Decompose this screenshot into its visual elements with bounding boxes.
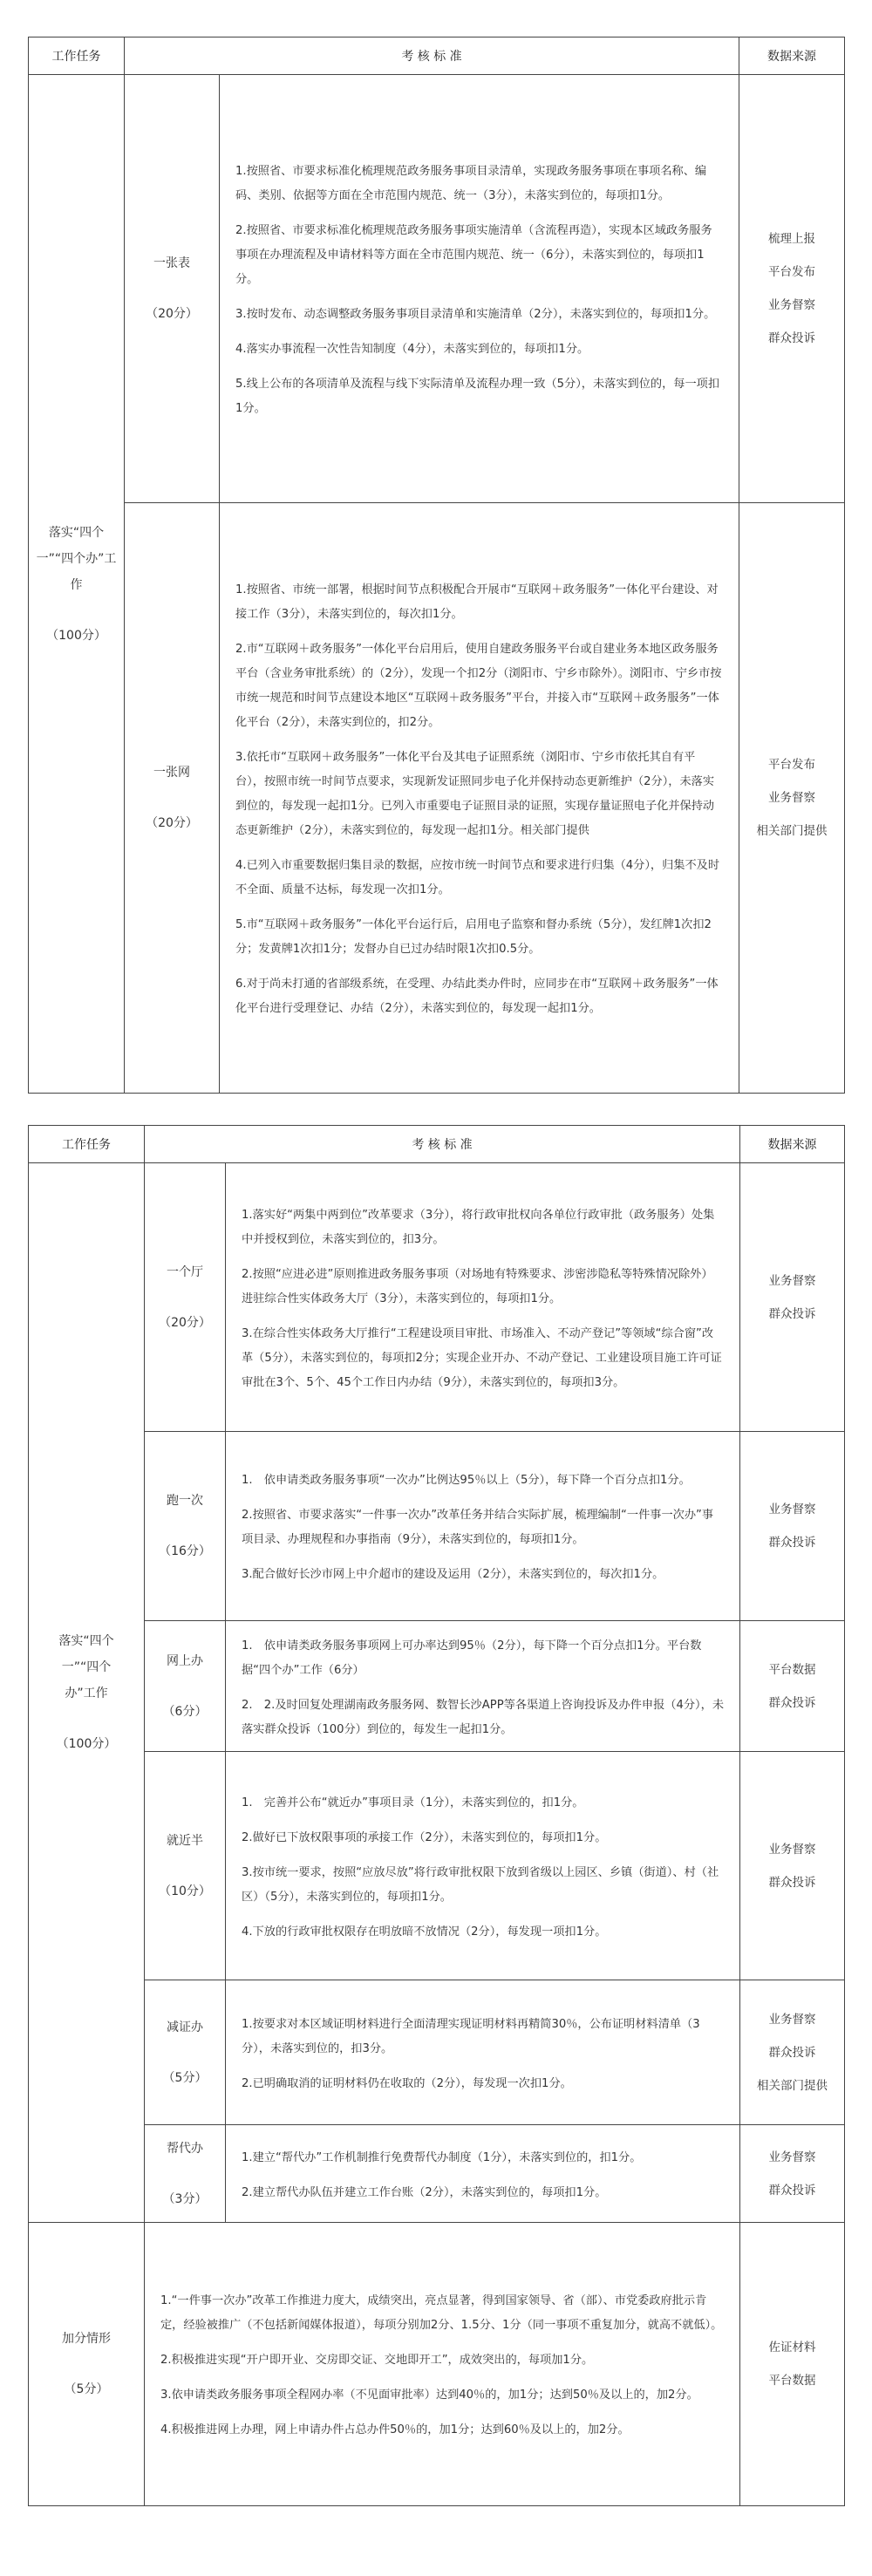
bonus-criteria-cell <box>145 2223 740 2506</box>
criteria-item: 1. 依申请类政务服务事项网上可办率达到95％（2分），每下降一个百分点扣1分。平台数据“四个办”工作（6分） <box>242 1639 702 1677</box>
criteria-cell <box>220 75 739 503</box>
group-cell-paoyici <box>145 1432 226 1621</box>
group-score: （20分） <box>146 307 198 321</box>
source-label: 相关部门提供 <box>756 824 828 838</box>
group-cell-yizhangbiao <box>125 75 220 503</box>
header-task: 工作任务 <box>29 1126 145 1163</box>
source-label: 群众投诉 <box>768 1695 816 1710</box>
source-label: 佐证材料 <box>768 2341 816 2355</box>
criteria-item: 1.落实好“两集中两到位”改革要求（3分），将行政审批权向各单位行政审批（政务服务）处集中并授权到位，未落实到位的，扣3分。 <box>242 1208 715 1246</box>
criteria-item: 2. 2.及时回复处理湖南政务服务网、数智长沙APP等各渠道上咨询投诉及办件申报（4分），未落实群众投诉（100分）到位的，每发生一起扣1分。 <box>242 1698 725 1736</box>
criteria-item: 3.依申请类政务服务事项全程网办率（不见面审批率）达到40％的，加1分；达到50％及以上的，加2分。 <box>160 2389 698 2402</box>
table-row <box>29 2125 845 2223</box>
table-header-row <box>29 1126 845 1163</box>
source-label: 群众投诉 <box>768 1306 816 1321</box>
source-cell <box>740 1621 845 1752</box>
source-label: 梳理上报 <box>768 232 816 246</box>
criteria-item: 2.做好已下放权限事项的承接工作（2分），未落实到位的，每项扣1分。 <box>242 1830 607 1844</box>
table-row <box>29 1432 845 1621</box>
criteria-item: 1.按要求对本区域证明材料进行全面清理实现证明材料再精简30％，公布证明材料清单（3分），未落实到位的，扣3分。 <box>242 2017 700 2055</box>
bonus-score: （5分） <box>64 2382 109 2396</box>
source-cell <box>740 1980 845 2125</box>
group-score: （5分） <box>162 2070 208 2085</box>
group-score: （6分） <box>162 1704 208 1719</box>
criteria-cell <box>226 1980 740 2125</box>
source-label: 群众投诉 <box>768 2183 816 2198</box>
table-row <box>29 1752 845 1980</box>
criteria-cell <box>226 1621 740 1752</box>
criteria-item: 1. 依申请类政务服务事项“一次办”比例达95％以上（5分），每下降一个百分点扣1分。 <box>242 1474 691 1487</box>
task-cell <box>29 1163 145 2223</box>
header-standard: 考 核 标 准 <box>145 1126 740 1163</box>
group-score: （10分） <box>159 1884 211 1898</box>
criteria-item: 4.落实办事流程一次性告知制度（4分），未落实到位的，每项扣1分。 <box>235 343 589 356</box>
group-cell-bangdaiban <box>145 2125 226 2223</box>
group-score: （3分） <box>162 2191 208 2206</box>
source-label: 业务督察 <box>768 2012 816 2027</box>
group-name: 跑一次 <box>167 1494 203 1508</box>
criteria-item: 4.积极推进网上办理，网上申请办件占总办件50％的，加1分；达到60％及以上的，加2分。 <box>160 2423 630 2436</box>
group-score: （20分） <box>146 816 198 830</box>
criteria-cell <box>226 1163 740 1432</box>
source-label: 业务督察 <box>768 1273 816 1288</box>
criteria-item: 1.按照省、市统一部署，根据时间节点积极配合开展市“互联网＋政务服务”一体化平台建设、对接工作（3分），未落实到位的，每次扣1分。 <box>235 583 719 621</box>
group-score: （20分） <box>159 1315 211 1330</box>
criteria-item: 1. 完善并公布“就近办”事项目录（1分），未落实到位的，扣1分。 <box>242 1796 584 1809</box>
criteria-item: 1.按照省、市要求标准化梳理规范政务服务事项目录清单，实现政务服务事项在事项名称、编码、类别、依据等方面在全市范围内规范、统一（3分），未落实到位的，每项扣1分。 <box>235 165 707 202</box>
group-cell-wangshangban <box>145 1621 226 1752</box>
source-label: 相关部门提供 <box>757 2078 828 2093</box>
criteria-item: 5.线上公布的各项清单及流程与线下实际清单及流程办理一致（5分），未落实到位的，每一项扣1分。 <box>235 378 720 415</box>
source-label: 平台发布 <box>768 758 816 772</box>
source-label: 业务督察 <box>768 1503 816 1516</box>
table-row <box>29 1621 845 1752</box>
task-score: （100分） <box>56 1737 117 1751</box>
group-name: 一个厅 <box>167 1264 203 1279</box>
source-label: 业务督察 <box>768 2150 816 2164</box>
source-label: 群众投诉 <box>768 331 816 345</box>
group-cell-yigeting <box>145 1163 226 1432</box>
criteria-item: 3.在综合性实体政务大厅推行“工程建设项目审批、市场准入、不动产登记”等领域“综合窗”改革（5分），未落实到位的，每项扣2分；实现企业开办、不动产登记、工业建设项目施工许可证审批在3个、5个、45个工作日内办结（9分），未落实到位的，每项扣3分。 <box>242 1326 722 1389</box>
criteria-cell <box>226 2125 740 2223</box>
criteria-item: 3.按时发布、动态调整政务服务事项目录清单和实施清单（2分），未落实到位的，每项扣1分。 <box>235 308 716 321</box>
source-cell <box>740 2223 845 2506</box>
source-cell <box>740 1432 845 1621</box>
group-cell-yizhangwang <box>125 503 220 1094</box>
table-row <box>29 1163 845 1432</box>
criteria-item: 5.市“互联网＋政务服务”一体化平台运行后，启用电子监察和督办系统（5分），发红牌1次扣2分；发黄牌1次扣1分；发督办自已过办结时限1次扣0.5分。 <box>235 918 712 956</box>
criteria-item: 1.建立“帮代办”工作机制推行免费帮代办制度（1分），未落实到位的，扣1分。 <box>242 2150 642 2164</box>
task-cell <box>29 75 125 1094</box>
criteria-item: 2.按照省、市要求落实“一件事一次办”改革任务并结合实际扩展，梳理编制“一件事一次办”事项目录、办理规程和办事指南（9分），未落实到位的，每项扣1分。 <box>242 1509 714 1546</box>
table-header-row <box>29 37 845 75</box>
criteria-item: 2.建立帮代办队伍并建立工作台账（2分），未落实到位的，每项扣1分。 <box>242 2185 607 2199</box>
task-name: 落实“四个 一”“四个办”工 作 <box>36 525 117 592</box>
group-cell-jiujinban <box>145 1752 226 1980</box>
source-label: 业务督察 <box>768 298 816 312</box>
group-name: 减证办 <box>167 2020 203 2034</box>
task-score: （100分） <box>46 628 106 643</box>
group-name: 帮代办 <box>167 2141 203 2156</box>
criteria-cell <box>220 503 739 1094</box>
bonus-cell <box>29 2223 145 2506</box>
bonus-name: 加分情形 <box>62 2332 111 2346</box>
criteria-item: 1.“一件事一次办”改革工作推进力度大，成绩突出，亮点显著，得到国家领导、省（部）、市党委政府批示肯定，经验被推广（不包括新闻媒体报道），每项分别加2分、1.5分、1分（同一事项不重复加分，就高不就低）。 <box>160 2294 723 2332</box>
source-cell <box>739 503 845 1094</box>
source-label: 业务督察 <box>768 791 816 805</box>
criteria-item: 2.已明确取消的证明材料仍在收取的（2分），每发现一次扣1分。 <box>242 2076 572 2090</box>
criteria-item: 4.下放的行政审批权限存在明放暗不放情况（2分），每发现一项扣1分。 <box>242 1925 607 1939</box>
source-label: 业务督察 <box>768 1842 816 1857</box>
group-name: 一张网 <box>153 766 190 780</box>
criteria-item: 3.按市统一要求，按照“应放尽放”将行政审批权限下放到省级以上园区、乡镇（街道）、村（社区）（5分），未落实到位的，每项扣1分。 <box>242 1865 719 1904</box>
source-label: 群众投诉 <box>768 1875 816 1890</box>
header-standard: 考 核 标 准 <box>125 37 739 75</box>
group-name: 就近半 <box>167 1833 203 1848</box>
source-label: 平台数据 <box>768 2374 816 2388</box>
criteria-cell <box>226 1752 740 1980</box>
group-score: （16分） <box>159 1544 211 1558</box>
table-row-bonus <box>29 2223 845 2506</box>
source-cell <box>740 1163 845 1432</box>
source-label: 平台发布 <box>768 265 816 279</box>
criteria-item: 2.按照“应进必进”原则推进政务服务事项（对场地有特殊要求、涉密涉隐私等特殊情况除外）进驻综合性实体政务大厅（3分），未落实到位的，每项扣1分。 <box>242 1267 713 1305</box>
source-cell <box>739 75 845 503</box>
group-name: 一张表 <box>153 256 190 270</box>
criteria-item: 2.按照省、市要求标准化梳理规范政务服务事项实施清单（含流程再造），实现本区域政务服务事项在办理流程及申请材料等方面在全市范围内规范、统一（6分），未落实到位的，每项扣1分。 <box>235 224 712 286</box>
source-cell <box>740 1752 845 1980</box>
criteria-item: 2.积极推进实现“开户即开业、交房即交证、交地即开工”，成效突出的，每项加1分。 <box>160 2354 594 2367</box>
criteria-item: 4.已列入市重要数据归集目录的数据，应按市统一时间节点和要求进行归集（4分），归集不及时不全面、质量不达标，每发现一次扣1分。 <box>235 859 720 896</box>
assessment-table-2 <box>28 1125 845 2506</box>
source-cell <box>740 2125 845 2223</box>
table-row <box>29 503 845 1094</box>
criteria-item: 2.市“互联网＋政务服务”一体化平台启用后，使用自建政务服务平台或自建业务本地区政务服务平台（含业务审批系统）的（2分），发现一个扣2分（浏阳市、宁乡市除外）。浏阳市、宁乡市按市统一规范和时间节点建设本地区“互联网＋政务服务”平台，并接入市“互联网＋政务服务”一体化平台（2分），未落实到位的，扣2分。 <box>235 643 722 729</box>
table-row <box>29 1980 845 2125</box>
header-task: 工作任务 <box>29 37 125 75</box>
criteria-item: 6.对于尚未打通的省部级系统，在受理、办结此类办件时，应同步在市“互联网＋政务服务”一体化平台进行受理登记、办结（2分），未落实到位的，每发现一起扣1分。 <box>235 978 719 1015</box>
table-row <box>29 75 845 503</box>
group-name: 网上办 <box>167 1653 203 1668</box>
source-label: 平台数据 <box>768 1662 816 1677</box>
assessment-table-1 <box>28 37 845 1094</box>
task-name: 落实“四个 一”“四个 办”工作 <box>58 1634 114 1700</box>
header-source: 数据来源 <box>739 37 845 75</box>
source-label: 群众投诉 <box>768 1536 816 1550</box>
group-cell-jianzhengban <box>145 1980 226 2125</box>
criteria-item: 3.配合做好长沙市网上中介超市的建设及运用（2分），未落实到位的，每次扣1分。 <box>242 1568 664 1581</box>
criteria-item: 3.依托市“互联网＋政务服务”一体化平台及其电子证照系统（浏阳市、宁乡市依托其自有平台），按照市统一时间节点要求，实现新发证照同步电子化并保持动态更新维护（2分），未落实到位的，每发现一起扣1分。已列入市重要电子证照目录的证照，实现存量证照电子化并保持动态更新维护（2分），未落实到位的，每发现一起扣1分。相关部门提供 <box>235 751 715 837</box>
header-source: 数据来源 <box>740 1126 845 1163</box>
source-label: 群众投诉 <box>768 2045 816 2060</box>
criteria-cell <box>226 1432 740 1621</box>
